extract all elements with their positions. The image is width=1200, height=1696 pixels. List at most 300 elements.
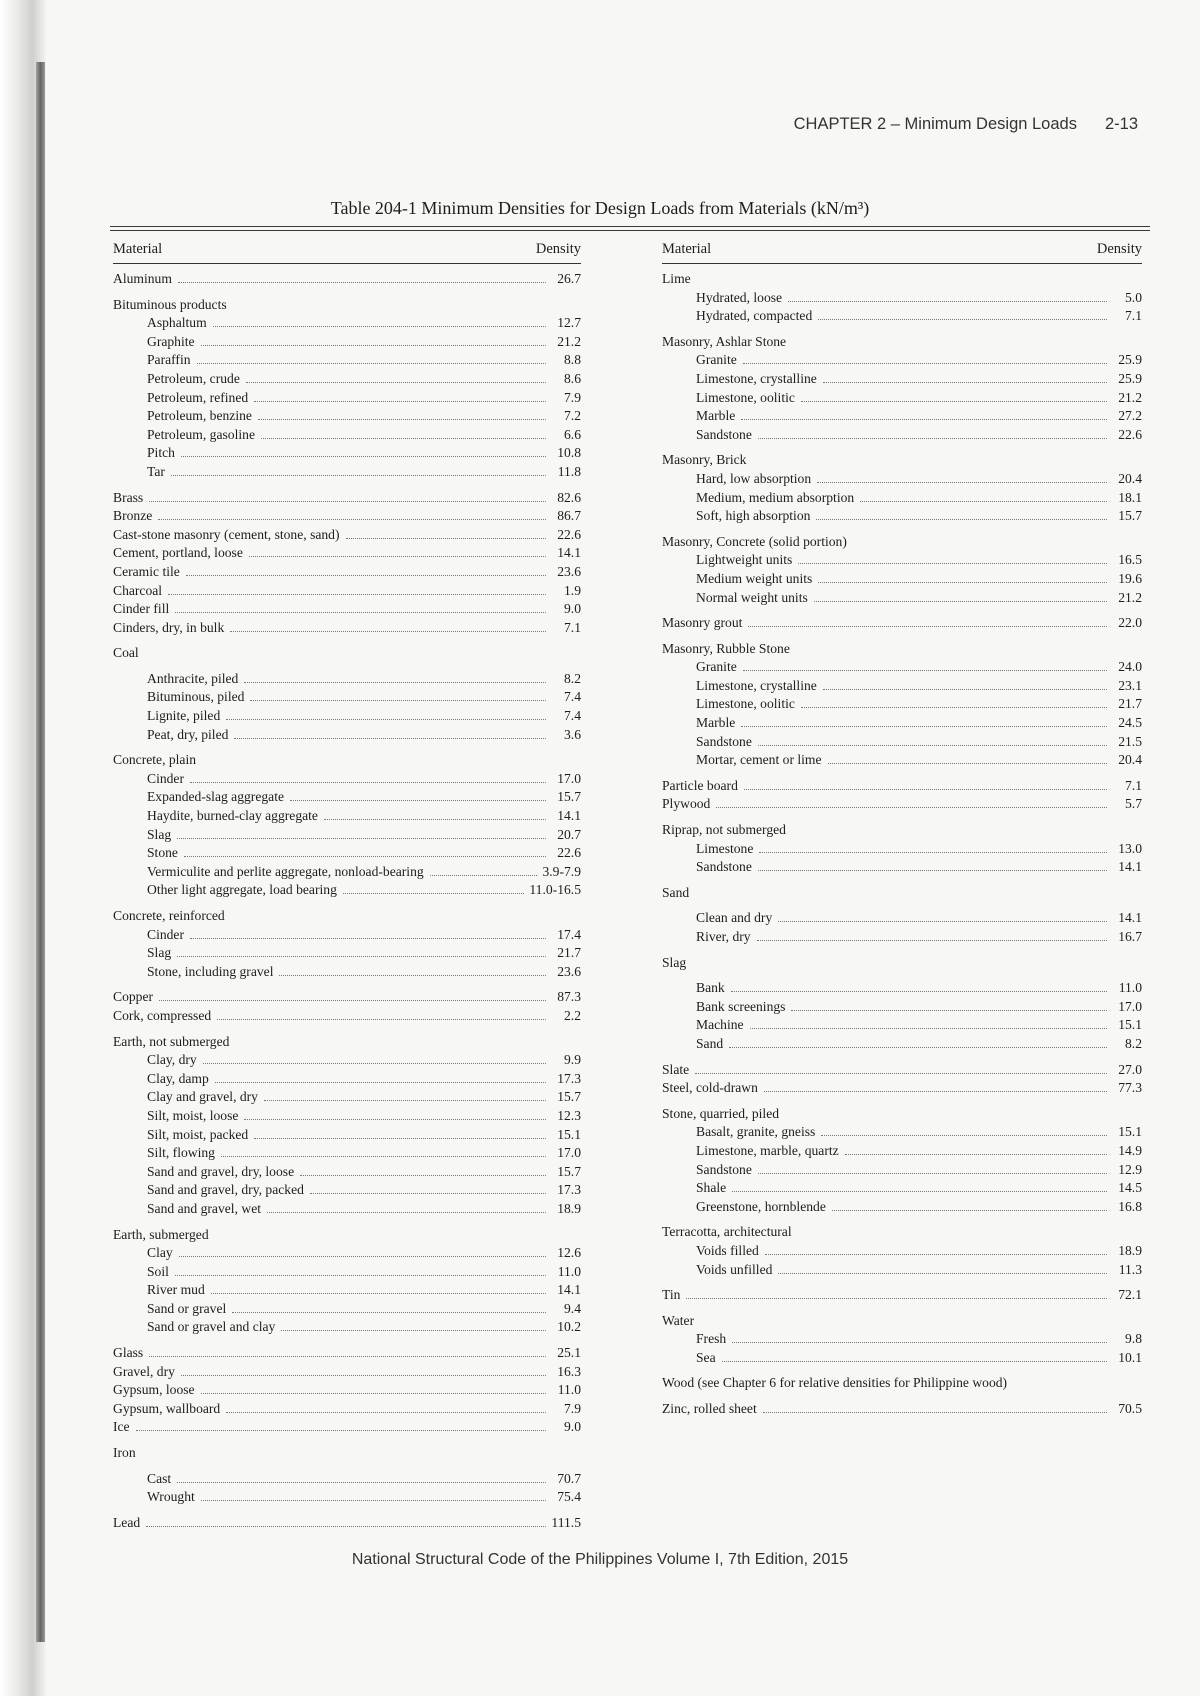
dot-leader <box>731 991 1107 992</box>
subentry-row <box>662 909 1142 928</box>
material-name: Copper <box>113 989 154 1005</box>
material-name: Silt, moist, packed <box>147 1126 249 1142</box>
dot-leader <box>244 1119 546 1120</box>
density-value: 8.6 <box>564 370 581 386</box>
entry-row <box>662 614 1142 633</box>
dot-leader <box>814 601 1107 602</box>
density-value: 8.2 <box>1125 1035 1142 1051</box>
material-name: Soil <box>147 1263 169 1279</box>
subentry-row <box>662 589 1142 608</box>
material-name: Haydite, burned-clay aggregate <box>147 808 318 824</box>
dot-leader <box>158 519 546 520</box>
entry-row <box>113 988 581 1007</box>
entry-row <box>113 526 581 545</box>
material-name: Masonry grout <box>662 615 743 631</box>
density-value: 1.9 <box>564 582 581 598</box>
subentry-row <box>113 463 581 482</box>
subentry-row <box>113 351 581 370</box>
subentry-row <box>662 979 1142 998</box>
dot-leader <box>778 1273 1107 1274</box>
dot-leader <box>159 1000 546 1001</box>
dot-leader <box>234 738 546 739</box>
subentry-row <box>113 1070 581 1089</box>
material-name: Limestone, crystalline <box>696 677 817 693</box>
material-name: Peat, dry, piled <box>147 726 229 742</box>
density-value: 12.3 <box>557 1107 581 1123</box>
subentry-row <box>662 570 1142 589</box>
dot-leader <box>430 875 538 876</box>
material-name: Anthracite, piled <box>147 670 239 686</box>
subentry-row <box>662 407 1142 426</box>
dot-leader <box>184 856 546 857</box>
entry-row <box>113 1400 581 1419</box>
material-name: Stone <box>147 845 178 861</box>
material-name: Sandstone <box>696 426 752 442</box>
density-value: 26.7 <box>557 271 581 286</box>
subentry-row <box>662 351 1142 370</box>
entry-row <box>113 1344 581 1363</box>
subentry-row <box>662 677 1142 696</box>
material-name: Ice <box>113 1419 130 1435</box>
subentry-row <box>113 1200 581 1219</box>
subentry-row <box>113 426 581 445</box>
density-value: 27.0 <box>1118 1061 1142 1077</box>
density-value: 21.7 <box>557 945 581 961</box>
entry-row <box>113 619 581 638</box>
material-name: Sandstone <box>696 733 752 749</box>
subentry-row <box>113 407 581 426</box>
category-heading: Masonry, Concrete (solid portion) <box>662 533 847 549</box>
page-footer: National Structural Code of the Philippines Volume I, 7th Edition, 2015 <box>351 1551 849 1568</box>
subentry-row <box>662 928 1142 947</box>
subentry-row <box>113 963 581 982</box>
density-value: 17.0 <box>557 1145 581 1161</box>
density-value: 9.0 <box>564 1419 581 1435</box>
subentry-row <box>113 1281 581 1300</box>
subentry-row <box>113 1488 581 1507</box>
material-name: Petroleum, gasoline <box>147 426 255 442</box>
subentry-row <box>662 1242 1142 1261</box>
density-value: 70.5 <box>1118 1401 1142 1417</box>
subentry-row <box>113 1088 581 1107</box>
dot-leader <box>226 719 546 720</box>
material-name: Lead <box>113 1514 141 1530</box>
entry-row <box>662 1286 1142 1305</box>
dot-leader <box>759 852 1107 853</box>
density-value: 25.9 <box>1118 352 1142 368</box>
density-value: 14.1 <box>557 808 581 824</box>
subentry-row <box>113 726 581 745</box>
subentry-row <box>113 1107 581 1126</box>
density-value: 14.1 <box>557 1282 581 1298</box>
material-header: Material <box>113 241 163 257</box>
density-value: 10.1 <box>1118 1349 1142 1365</box>
category-heading: Iron <box>113 1445 136 1461</box>
dot-leader <box>186 575 546 576</box>
dot-leader <box>763 1412 1107 1413</box>
category-heading: Coal <box>113 645 139 661</box>
dot-leader <box>267 1212 546 1213</box>
dot-leader <box>741 726 1107 727</box>
density-value: 20.4 <box>1118 470 1142 486</box>
material-name: Medium weight units <box>696 570 813 586</box>
material-name: Clay and gravel, dry <box>147 1089 258 1105</box>
entry-row <box>662 1400 1142 1419</box>
material-name: Sand and gravel, dry, packed <box>147 1182 304 1198</box>
subentry-row <box>662 1142 1142 1161</box>
dot-leader <box>695 1073 1107 1074</box>
dot-leader <box>221 1156 546 1157</box>
material-name: Charcoal <box>113 582 163 598</box>
material-name: Bank <box>696 980 725 996</box>
subentry-row <box>113 1318 581 1337</box>
subentry-row <box>113 1051 581 1070</box>
dot-leader <box>279 975 546 976</box>
density-value: 16.3 <box>557 1363 581 1379</box>
left-column-header <box>113 241 581 264</box>
material-name: Slate <box>662 1061 690 1077</box>
density-value: 22.6 <box>557 845 581 861</box>
density-value: 21.2 <box>1118 589 1142 605</box>
dot-leader <box>823 382 1107 383</box>
dot-leader <box>201 1500 546 1501</box>
dot-leader <box>758 1173 1107 1174</box>
density-value: 75.4 <box>557 1489 581 1505</box>
density-value: 11.0 <box>1118 980 1142 996</box>
subentry-row <box>662 695 1142 714</box>
subentry-row <box>662 998 1142 1017</box>
material-name: Cast <box>147 1470 172 1486</box>
material-name: Graphite <box>147 333 195 349</box>
category-heading: Concrete, plain <box>113 752 197 768</box>
density-value: 14.5 <box>1118 1180 1142 1196</box>
dot-leader <box>211 1293 546 1294</box>
density-value: 14.1 <box>1118 859 1142 875</box>
category-heading: Slag <box>662 954 687 970</box>
density-value: 17.4 <box>557 926 581 942</box>
dot-leader <box>197 363 546 364</box>
dot-leader <box>261 438 546 439</box>
dot-leader <box>748 626 1107 627</box>
category-heading: Terracotta, architectural <box>662 1224 792 1240</box>
material-name: Aluminum <box>113 271 172 286</box>
category-heading: Lime <box>662 271 691 286</box>
dot-leader <box>860 501 1107 502</box>
right-column <box>662 241 1142 1419</box>
material-name: Sand and gravel, wet <box>147 1200 262 1216</box>
density-value: 19.6 <box>1118 570 1142 586</box>
material-name: Clay, damp <box>147 1070 209 1086</box>
dot-leader <box>171 475 546 476</box>
material-name: Particle board <box>662 777 738 793</box>
entry-row <box>113 544 581 563</box>
density-value: 16.7 <box>1118 929 1142 944</box>
density-value: 18.1 <box>1118 489 1142 505</box>
material-name: Wrought <box>147 1489 195 1505</box>
material-name: Sand or gravel and clay <box>147 1319 276 1335</box>
subentry-row <box>113 1300 581 1319</box>
material-name: Clay <box>147 1245 173 1261</box>
material-name: Cinder fill <box>113 601 170 617</box>
density-value: 86.7 <box>557 508 581 524</box>
material-name: Clean and dry <box>696 910 773 926</box>
material-name: Soft, high absorption <box>696 508 811 524</box>
material-name: River, dry <box>696 929 751 944</box>
material-name: Stone, including gravel <box>147 963 274 979</box>
dot-leader <box>168 594 546 595</box>
material-name: Lignite, piled <box>147 708 221 724</box>
category-heading: Bituminous products <box>113 296 227 312</box>
material-name: Bituminous, piled <box>147 689 245 705</box>
entry-row <box>113 489 581 508</box>
category-heading: Masonry, Brick <box>662 452 747 468</box>
material-name: Limestone <box>696 840 754 856</box>
right-table-body <box>662 270 1142 1419</box>
entry-row <box>662 1061 1142 1080</box>
subentry-row <box>662 658 1142 677</box>
dot-leader <box>778 921 1107 922</box>
subentry-row <box>113 333 581 352</box>
dot-leader <box>146 1526 546 1527</box>
dot-leader <box>217 1019 546 1020</box>
density-value: 11.0 <box>557 1382 581 1398</box>
subentry-row <box>113 1144 581 1163</box>
dot-leader <box>758 870 1107 871</box>
subentry-row <box>662 1198 1142 1217</box>
subentry-row <box>113 314 581 333</box>
material-name: Hydrated, compacted <box>696 308 813 324</box>
density-value: 14.1 <box>1118 910 1142 926</box>
material-name: Brass <box>113 489 144 505</box>
material-name: Voids filled <box>696 1242 759 1258</box>
material-name: Medium, medium absorption <box>696 489 855 505</box>
subentry-row <box>113 707 581 726</box>
material-name: Ceramic tile <box>113 563 180 579</box>
density-value: 3.9-7.9 <box>542 863 581 879</box>
running-header <box>794 115 1138 134</box>
density-value: 15.7 <box>557 1089 581 1105</box>
entry-row <box>662 1079 1142 1098</box>
dot-leader <box>743 363 1107 364</box>
material-name: Bank screenings <box>696 998 786 1014</box>
material-name: Sand and gravel, dry, loose <box>147 1163 295 1179</box>
density-value: 7.4 <box>564 708 581 724</box>
dot-leader <box>201 1393 546 1394</box>
right-column-header <box>662 241 1142 264</box>
left-column <box>113 241 581 1532</box>
density-value: 7.2 <box>564 408 581 424</box>
dot-leader <box>244 682 546 683</box>
material-name: Shale <box>696 1180 727 1196</box>
material-name: Tar <box>147 463 165 479</box>
material-name: Marble <box>696 408 736 424</box>
subentry-row <box>113 807 581 826</box>
material-name: Bronze <box>113 508 153 524</box>
dot-leader <box>215 1082 546 1083</box>
material-name: Gypsum, loose <box>113 1382 195 1398</box>
subentry-row <box>662 1161 1142 1180</box>
material-name: Voids unfilled <box>696 1261 773 1277</box>
material-name: Granite <box>696 352 737 368</box>
dot-leader <box>149 501 546 502</box>
density-value: 15.1 <box>1118 1017 1142 1033</box>
density-value: 27.2 <box>1118 408 1142 424</box>
dot-leader <box>177 956 546 957</box>
subentry-row <box>113 944 581 963</box>
dot-leader <box>798 563 1107 564</box>
density-value: 9.0 <box>564 601 581 617</box>
dot-leader <box>226 1412 546 1413</box>
dot-leader <box>788 301 1107 302</box>
subentry-row <box>113 370 581 389</box>
density-value: 7.1 <box>1125 777 1142 793</box>
dot-leader <box>686 1298 1107 1299</box>
material-name: Silt, moist, loose <box>147 1107 239 1123</box>
density-value: 20.4 <box>1118 752 1142 768</box>
density-value: 12.9 <box>1118 1161 1142 1177</box>
material-name: Petroleum, benzine <box>147 408 252 424</box>
density-value: 20.7 <box>557 826 581 842</box>
density-value: 111.5 <box>551 1514 581 1530</box>
entry-row <box>113 1418 581 1437</box>
category-heading: Concrete, reinforced <box>113 908 225 923</box>
dot-leader <box>828 763 1107 764</box>
dot-leader <box>230 631 546 632</box>
dot-leader <box>290 800 546 801</box>
material-name: Tin <box>662 1287 681 1303</box>
subentry-row <box>662 840 1142 859</box>
subentry-row <box>113 1181 581 1200</box>
material-name: Sand <box>696 1035 724 1051</box>
subentry-row <box>113 926 581 945</box>
density-value: 10.2 <box>557 1319 581 1335</box>
material-name: Hard, low absorption <box>696 470 812 486</box>
subentry-row <box>662 370 1142 389</box>
dot-leader <box>249 556 546 557</box>
dot-leader <box>281 1330 546 1331</box>
dot-leader <box>346 538 546 539</box>
material-name: Cork, compressed <box>113 1007 212 1023</box>
dot-leader <box>213 326 546 327</box>
subentry-row <box>113 881 581 900</box>
material-name: Lightweight units <box>696 552 793 568</box>
material-name: Limestone, oolitic <box>696 696 795 712</box>
material-name: Fresh <box>696 1331 727 1347</box>
category-heading: Wood (see Chapter 6 for relative densities for Philippine wood) <box>662 1375 1008 1391</box>
subentry-row <box>662 1035 1142 1054</box>
density-value: 15.7 <box>557 1163 581 1179</box>
material-name: Cinder <box>147 926 184 942</box>
material-name: Cinders, dry, in bulk <box>113 619 225 635</box>
category-heading: Masonry, Ashlar Stone <box>662 333 787 349</box>
density-value: 8.2 <box>564 670 581 686</box>
dot-leader <box>801 401 1107 402</box>
density-value: 22.6 <box>1118 426 1142 442</box>
material-name: Granite <box>696 659 737 675</box>
category-heading: Water <box>662 1312 695 1328</box>
density-value: 10.8 <box>557 445 581 461</box>
entry-row <box>113 1007 581 1026</box>
subentry-row <box>662 1330 1142 1349</box>
dot-leader <box>254 1138 546 1139</box>
density-value: 24.5 <box>1118 715 1142 731</box>
dot-leader <box>758 745 1107 746</box>
dot-leader <box>246 382 546 383</box>
subentry-row <box>113 826 581 845</box>
material-name: Normal weight units <box>696 589 808 605</box>
subentry-row <box>662 289 1142 308</box>
material-name: Limestone, crystalline <box>696 370 817 386</box>
dot-leader <box>310 1193 546 1194</box>
dot-leader <box>765 1254 1107 1255</box>
material-name: Steel, cold-drawn <box>662 1080 758 1096</box>
dot-leader <box>729 1047 1107 1048</box>
density-value: 21.7 <box>1118 696 1142 712</box>
dot-leader <box>743 670 1107 671</box>
material-name: Sea <box>696 1349 716 1365</box>
density-value: 72.1 <box>1118 1287 1142 1303</box>
subentry-row <box>113 688 581 707</box>
entry-row <box>113 1363 581 1382</box>
dot-leader <box>757 940 1107 941</box>
dot-leader <box>816 519 1107 520</box>
material-name: Asphaltum <box>147 315 207 331</box>
density-value: 21.2 <box>557 333 581 349</box>
dot-leader <box>744 789 1107 790</box>
density-value: 13.0 <box>1118 840 1142 856</box>
material-name: Vermiculite and perlite aggregate, nonload-bearing <box>147 863 424 879</box>
density-value: 24.0 <box>1118 659 1142 675</box>
density-value: 7.9 <box>564 1400 581 1416</box>
dot-leader <box>343 893 525 894</box>
material-name: Pitch <box>147 445 175 461</box>
subentry-row <box>113 1126 581 1145</box>
subentry-row <box>662 733 1142 752</box>
density-value: 15.1 <box>557 1126 581 1142</box>
dot-leader <box>254 401 546 402</box>
entry-row <box>113 1381 581 1400</box>
dot-leader <box>175 612 546 613</box>
category-heading: Sand <box>662 884 690 900</box>
density-value: 12.7 <box>557 315 581 331</box>
material-name: River mud <box>147 1282 205 1298</box>
density-value: 12.6 <box>557 1245 581 1261</box>
density-value: 9.4 <box>564 1300 581 1316</box>
subentry-row <box>662 307 1142 326</box>
dot-leader <box>801 707 1107 708</box>
category-heading: Earth, submerged <box>113 1226 209 1242</box>
chapter-header: CHAPTER 2 – Minimum Design Loads <box>793 115 1077 133</box>
density-value: 70.7 <box>557 1470 581 1486</box>
material-name: Silt, flowing <box>147 1145 215 1161</box>
density-value: 25.9 <box>1118 370 1142 386</box>
density-value: 82.6 <box>557 489 581 505</box>
density-value: 21.5 <box>1118 733 1142 749</box>
dot-leader <box>181 456 546 457</box>
entry-row <box>662 777 1142 796</box>
subentry-row <box>113 1263 581 1282</box>
subentry-row <box>662 714 1142 733</box>
dot-leader <box>722 1361 1107 1362</box>
entry-row <box>113 270 581 289</box>
dot-leader <box>750 1028 1107 1029</box>
density-value: 5.7 <box>1125 796 1142 812</box>
subentry-row <box>113 670 581 689</box>
category-heading: Earth, not submerged <box>113 1033 230 1049</box>
subentry-row <box>113 863 581 882</box>
density-value: 23.6 <box>557 563 581 579</box>
dot-leader <box>258 419 546 420</box>
